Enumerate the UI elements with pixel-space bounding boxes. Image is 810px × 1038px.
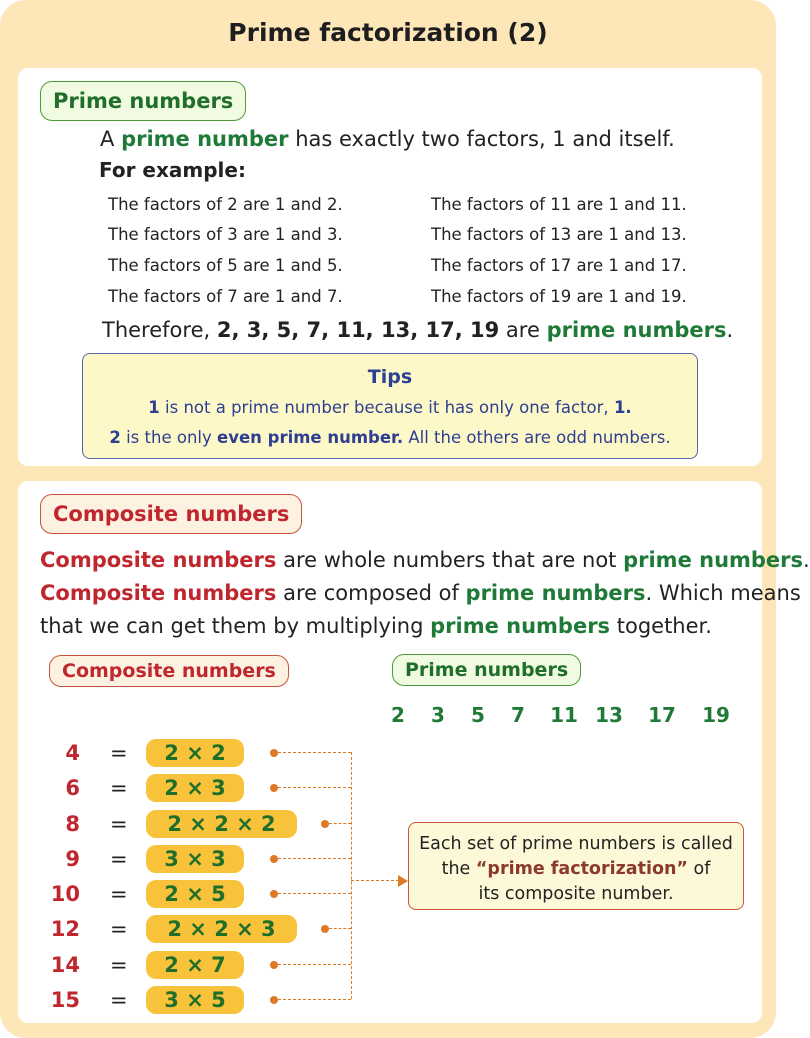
factorization-4: 2 × 2 <box>146 739 244 767</box>
composite-9: 9 <box>65 847 80 871</box>
equals-sign: = <box>110 847 128 871</box>
prime-13: 13 <box>595 703 623 727</box>
example-left-1: The factors of 2 are 1 and 2. <box>108 195 343 214</box>
example-right-3: The factors of 17 are 1 and 17. <box>431 256 687 275</box>
prime-5: 5 <box>471 703 485 727</box>
connector-line <box>278 752 351 753</box>
example-left-4: The factors of 7 are 1 and 7. <box>108 287 343 306</box>
prime-11: 11 <box>550 703 578 727</box>
tips-line-1: 1 is not a prime number because it has only one factor, 1. <box>148 398 632 417</box>
prime-19: 19 <box>702 703 730 727</box>
composite-para-line-1: Composite numbers are whole numbers that are not prime numbers. <box>40 548 810 572</box>
connector-dot <box>321 820 329 828</box>
connector-line <box>278 964 351 965</box>
connector-dot <box>270 890 278 898</box>
example-left-2: The factors of 3 are 1 and 3. <box>108 225 343 244</box>
composite-15: 15 <box>50 988 80 1012</box>
connector-line <box>278 893 351 894</box>
connector-dot <box>270 749 278 757</box>
factorization-15: 3 × 5 <box>146 986 244 1014</box>
example-right-2: The factors of 13 are 1 and 13. <box>431 225 687 244</box>
tips-title: Tips <box>367 366 413 388</box>
tips-line-2: 2 is the only even prime number. All the others are odd numbers. <box>109 428 671 447</box>
factorization-6: 2 × 3 <box>146 774 244 802</box>
connector-line <box>278 858 351 859</box>
arrow-right-icon <box>398 875 408 887</box>
tips-box <box>82 353 698 459</box>
prime-factorization-callout: Each set of prime numbers is called the “prime factorization” of its composite number. <box>408 822 744 910</box>
example-right-1: The factors of 11 are 1 and 11. <box>431 195 687 214</box>
composite-numbers-subtag: Composite numbers <box>49 655 289 687</box>
prime-2: 2 <box>391 703 405 727</box>
for-example-label: For example: <box>99 158 246 182</box>
equals-sign: = <box>110 953 128 977</box>
factorization-8: 2 × 2 × 2 <box>146 810 297 838</box>
prime-7: 7 <box>511 703 525 727</box>
equals-sign: = <box>110 988 128 1012</box>
connector-bracket <box>351 752 352 999</box>
connector-dot <box>270 784 278 792</box>
composite-6: 6 <box>65 776 80 800</box>
connector-dot <box>321 925 329 933</box>
composite-numbers-tag: Composite numbers <box>40 494 302 534</box>
example-right-4: The factors of 19 are 1 and 19. <box>431 287 687 306</box>
connector-dot <box>270 961 278 969</box>
equals-sign: = <box>110 882 128 906</box>
page-title: Prime factorization (2) <box>228 18 548 47</box>
connector-dot <box>270 996 278 1004</box>
connector-line <box>329 928 351 929</box>
prime-definition: A prime number has exactly two factors, 1 and itself. <box>100 127 675 151</box>
composite-para-line-3: that we can get them by multiplying prime numbers together. <box>40 614 712 638</box>
connector-line <box>278 999 351 1000</box>
factorization-12: 2 × 2 × 3 <box>146 915 297 943</box>
prime-numbers-subtag: Prime numbers <box>392 654 581 686</box>
equals-sign: = <box>110 917 128 941</box>
composite-14: 14 <box>50 953 80 977</box>
equals-sign: = <box>110 776 128 800</box>
connector-line <box>329 823 351 824</box>
composite-para-line-2: Composite numbers are composed of prime numbers. Which means <box>40 581 801 605</box>
therefore-line: Therefore, 2, 3, 5, 7, 11, 13, 17, 19 are prime numbers. <box>102 318 734 342</box>
connector-dot <box>270 855 278 863</box>
equals-sign: = <box>110 812 128 836</box>
composite-8: 8 <box>65 812 80 836</box>
composite-4: 4 <box>65 741 80 765</box>
prime-3: 3 <box>431 703 445 727</box>
prime-17: 17 <box>648 703 676 727</box>
composite-10: 10 <box>50 882 80 906</box>
connector-line <box>278 787 351 788</box>
equals-sign: = <box>110 741 128 765</box>
factorization-9: 3 × 3 <box>146 845 244 873</box>
factorization-10: 2 × 5 <box>146 880 244 908</box>
composite-12: 12 <box>50 917 80 941</box>
prime-numbers-tag: Prime numbers <box>40 81 246 121</box>
factorization-14: 2 × 7 <box>146 951 244 979</box>
example-left-3: The factors of 5 are 1 and 5. <box>108 256 343 275</box>
connector-arrow-line <box>351 880 399 881</box>
